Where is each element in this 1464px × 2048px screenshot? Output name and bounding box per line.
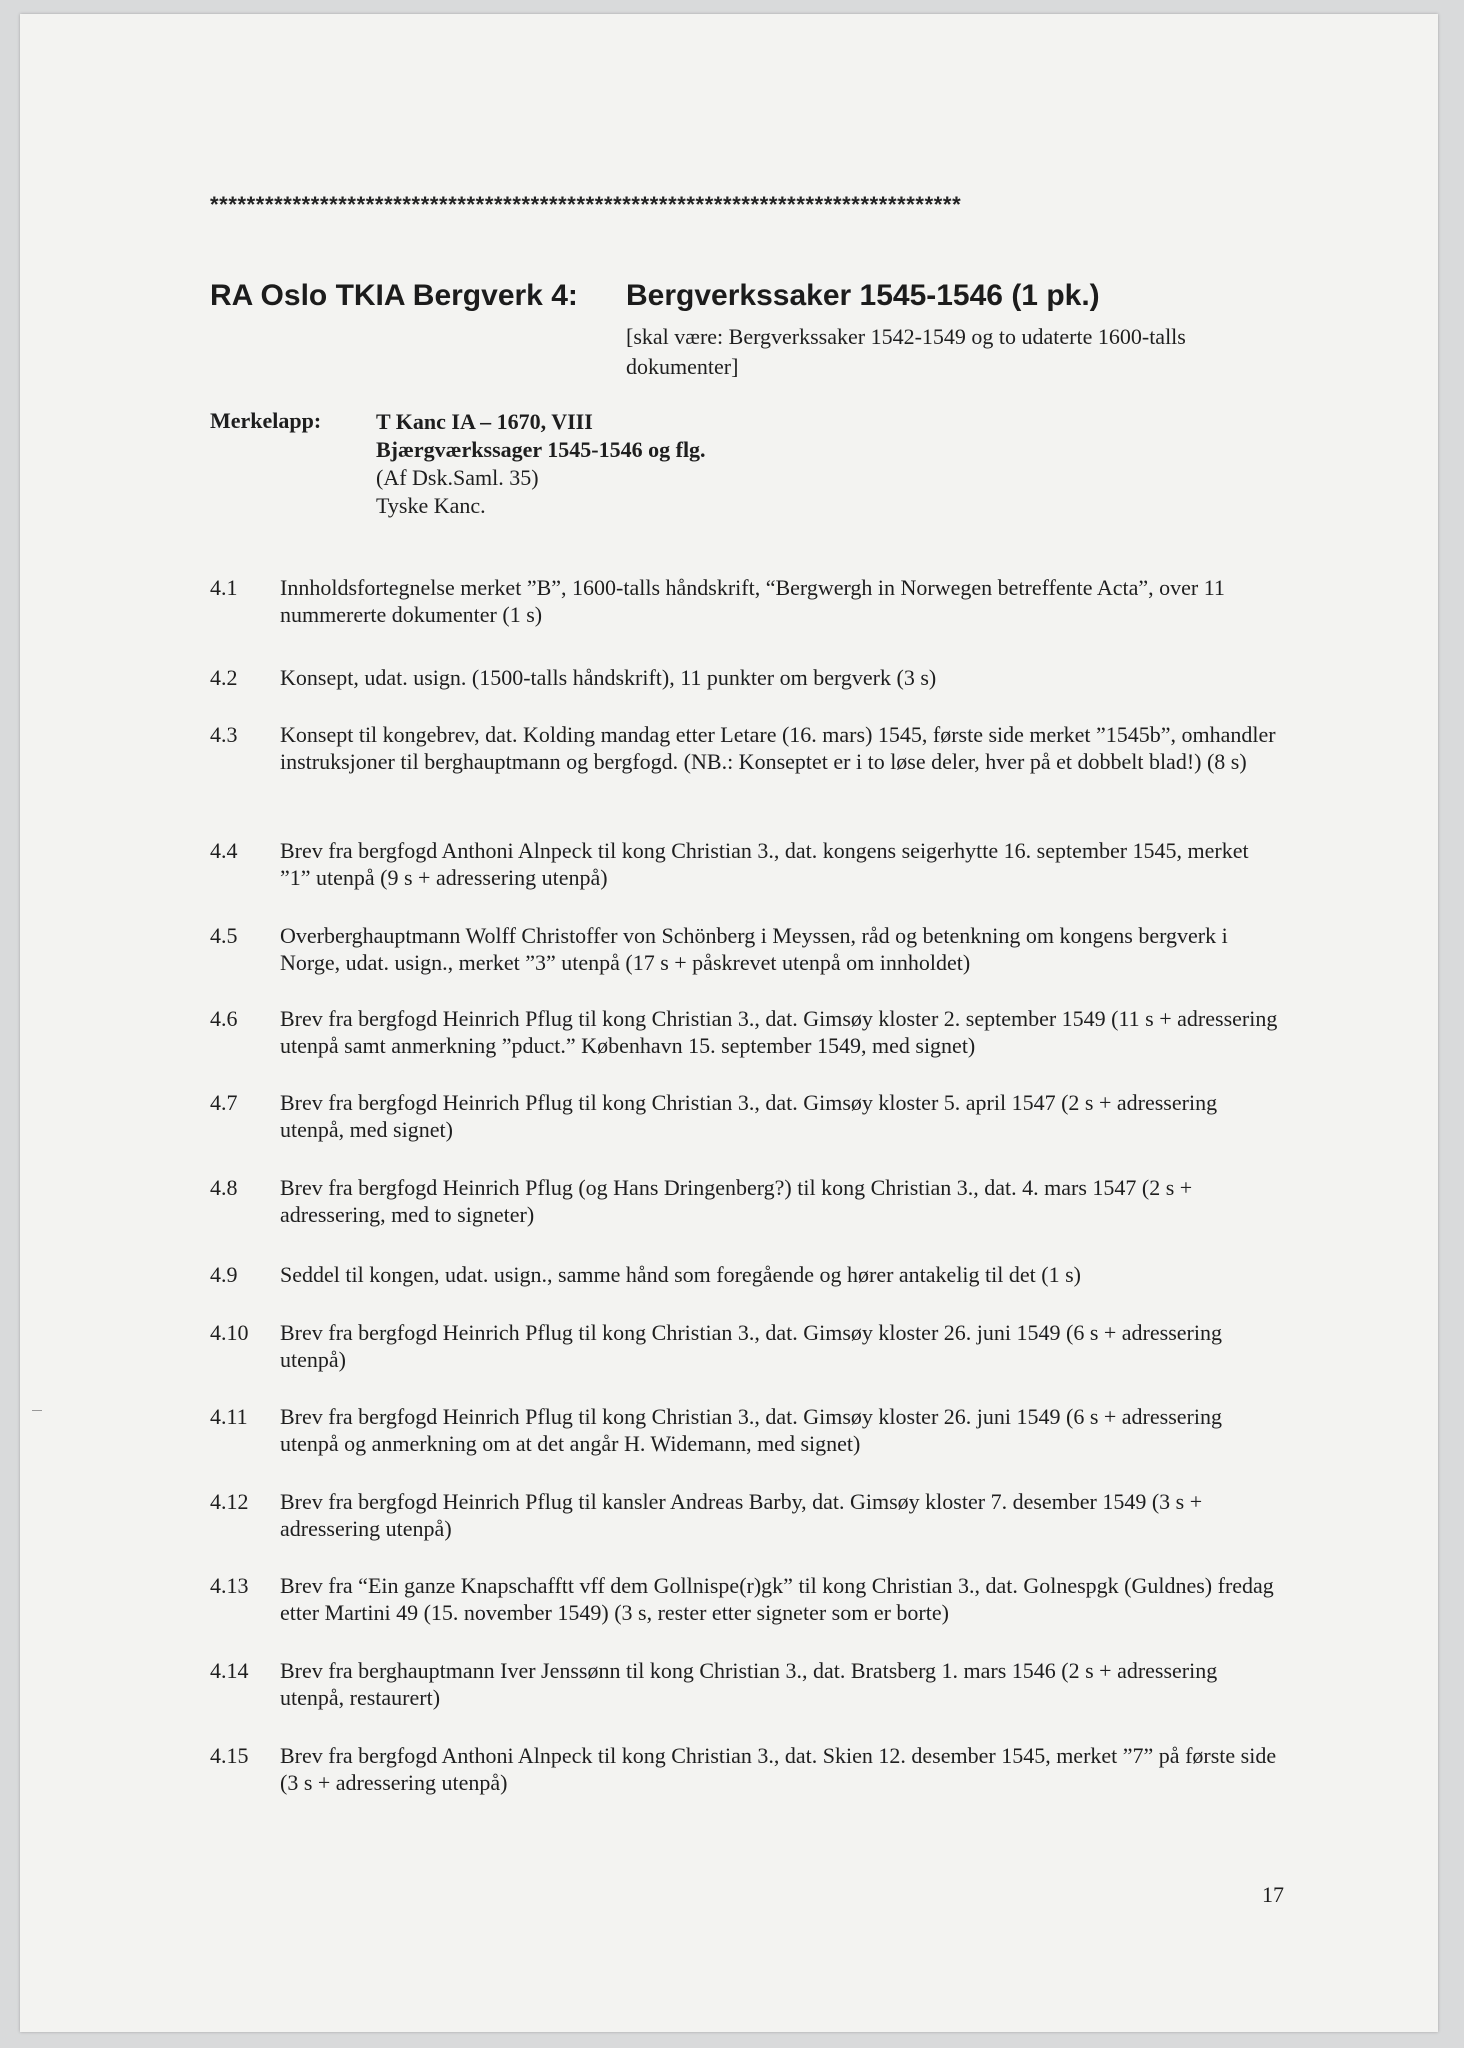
entry-number: 4.9 [210,1262,238,1287]
entry-text: Brev fra “Ein ganze Knapschafftt vff dem Gollnispe(r)gk” til kong Christian 3., dat. Golnespgk (Guldnes) fredag etter Martini 49 (15. november 1549) (3 s, rester etter signeter som er borte) [280,1573,1274,1625]
entry-number: 4.2 [210,665,238,690]
entry-text: Brev fra bergfogd Anthoni Alnpeck til kong Christian 3., dat. kongens seigerhytte 16. september 1545, merket ”1” utenpå (9 s + adressering utenpå) [280,838,1249,890]
entry-text: Brev fra bergfogd Heinrich Pflug til kong Christian 3., dat. Gimsøy kloster 2. september 1549 (11 s + adressering utenpå samt anmerkning ”pduct.” København 15. september 1549, med signet) [280,1006,1278,1058]
entry-number: 4.3 [210,722,238,747]
entry-number: 4.1 [210,575,238,600]
merkelapp-lines [376,408,706,520]
entry-number: 4.13 [210,1573,249,1598]
page-number: 17 [1262,1882,1284,1907]
entry-number: 4.11 [210,1404,248,1429]
entry-number: 4.8 [210,1175,238,1200]
entry-text: Brev fra bergfogd Heinrich Pflug til kong Christian 3., dat. Gimsøy kloster 5. april 1547 (2 s + adressering utenpå, med signet) [280,1090,1218,1142]
entry-number: 4.7 [210,1090,238,1115]
entry-number: 4.5 [210,923,238,948]
entry-text: Brev fra bergfogd Heinrich Pflug til kong Christian 3., dat. Gimsøy kloster 26. juni 1549 (6 s + adressering utenpå og anmerkning om at det angår H. Widemann, med signet) [280,1404,1222,1456]
document-page [20,14,1438,2032]
entry-text: Brev fra bergfogd Heinrich Pflug til kansler Andreas Barby, dat. Gimsøy kloster 7. desember 1549 (3 s + adressering utenpå) [280,1489,1203,1541]
entry-number: 4.15 [210,1743,249,1768]
archive-reference: RA Oslo TKIA Bergverk 4: [210,279,578,312]
entry-text: Brev fra bergfogd Anthoni Alnpeck til kong Christian 3., dat. Skien 12. desember 1545, merket ”7” på første side (3 s + adressering utenpå) [280,1743,1277,1795]
title-note: [skal være: Bergverkssaker 1542-1549 og to udaterte 1600-talls dokumenter] [626,324,1186,379]
entry-text: Konsept til kongebrev, dat. Kolding mandag etter Letare (16. mars) 1545, første side merket ”1545b”, omhandler instruksjoner til berghauptmann og bergfogd. (NB.: Konseptet er i to løse deler, hver på et dobbelt blad!) (8 s) [280,722,1276,774]
entry-text: Brev fra bergfogd Heinrich Pflug (og Hans Dringenberg?) til kong Christian 3., dat. 4. mars 1547 (2 s + adressering, med to signeter) [280,1175,1193,1227]
merkelapp-line-3: (Af Dsk.Saml. 35) [376,465,539,490]
scan-margin-mark [32,1410,42,1411]
separator-line: ********************************************************************************** [210,192,962,217]
entry-text: Innholdsfortegnelse merket ”B”, 1600-talls håndskrift, “Bergwergh in Norwegen betreffente Acta”, over 11 nummererte dokumenter (1 s) [280,575,1225,627]
merkelapp-line-4: Tyske Kanc. [376,493,486,518]
merkelapp-line-1: T Kanc IA – 1670, VIII [376,409,593,434]
entry-number: 4.4 [210,838,238,863]
entry-number: 4.6 [210,1006,238,1031]
collection-title: Bergverkssaker 1545-1546 (1 pk.) [626,279,1100,312]
entry-text: Brev fra bergfogd Heinrich Pflug til kong Christian 3., dat. Gimsøy kloster 26. juni 1549 (6 s + adressering utenpå) [280,1320,1222,1372]
entry-number: 4.12 [210,1489,249,1514]
merkelapp-label: Merkelapp: [210,408,322,433]
merkelapp-line-2: Bjærgværkssager 1545-1546 og flg. [376,437,706,462]
entry-text: Brev fra berghauptmann Iver Jenssønn til kong Christian 3., dat. Bratsberg 1. mars 1546 (2 s + adressering utenpå, restaurert) [280,1658,1218,1710]
entry-number: 4.14 [210,1658,249,1683]
entry-text: Seddel til kongen, udat. usign., samme hånd som foregående og hører antakelig til det (1 s) [280,1262,1081,1287]
entry-number: 4.10 [210,1320,249,1345]
entry-text: Konsept, udat. usign. (1500-talls håndskrift), 11 punkter om bergverk (3 s) [280,665,937,690]
entry-text: Overberghauptmann Wolff Christoffer von Schönberg i Meyssen, råd og betenkning om kongens bergverk i Norge, udat. usign., merket ”3” utenpå (17 s + påskrevet utenpå om innholdet) [280,923,1228,975]
